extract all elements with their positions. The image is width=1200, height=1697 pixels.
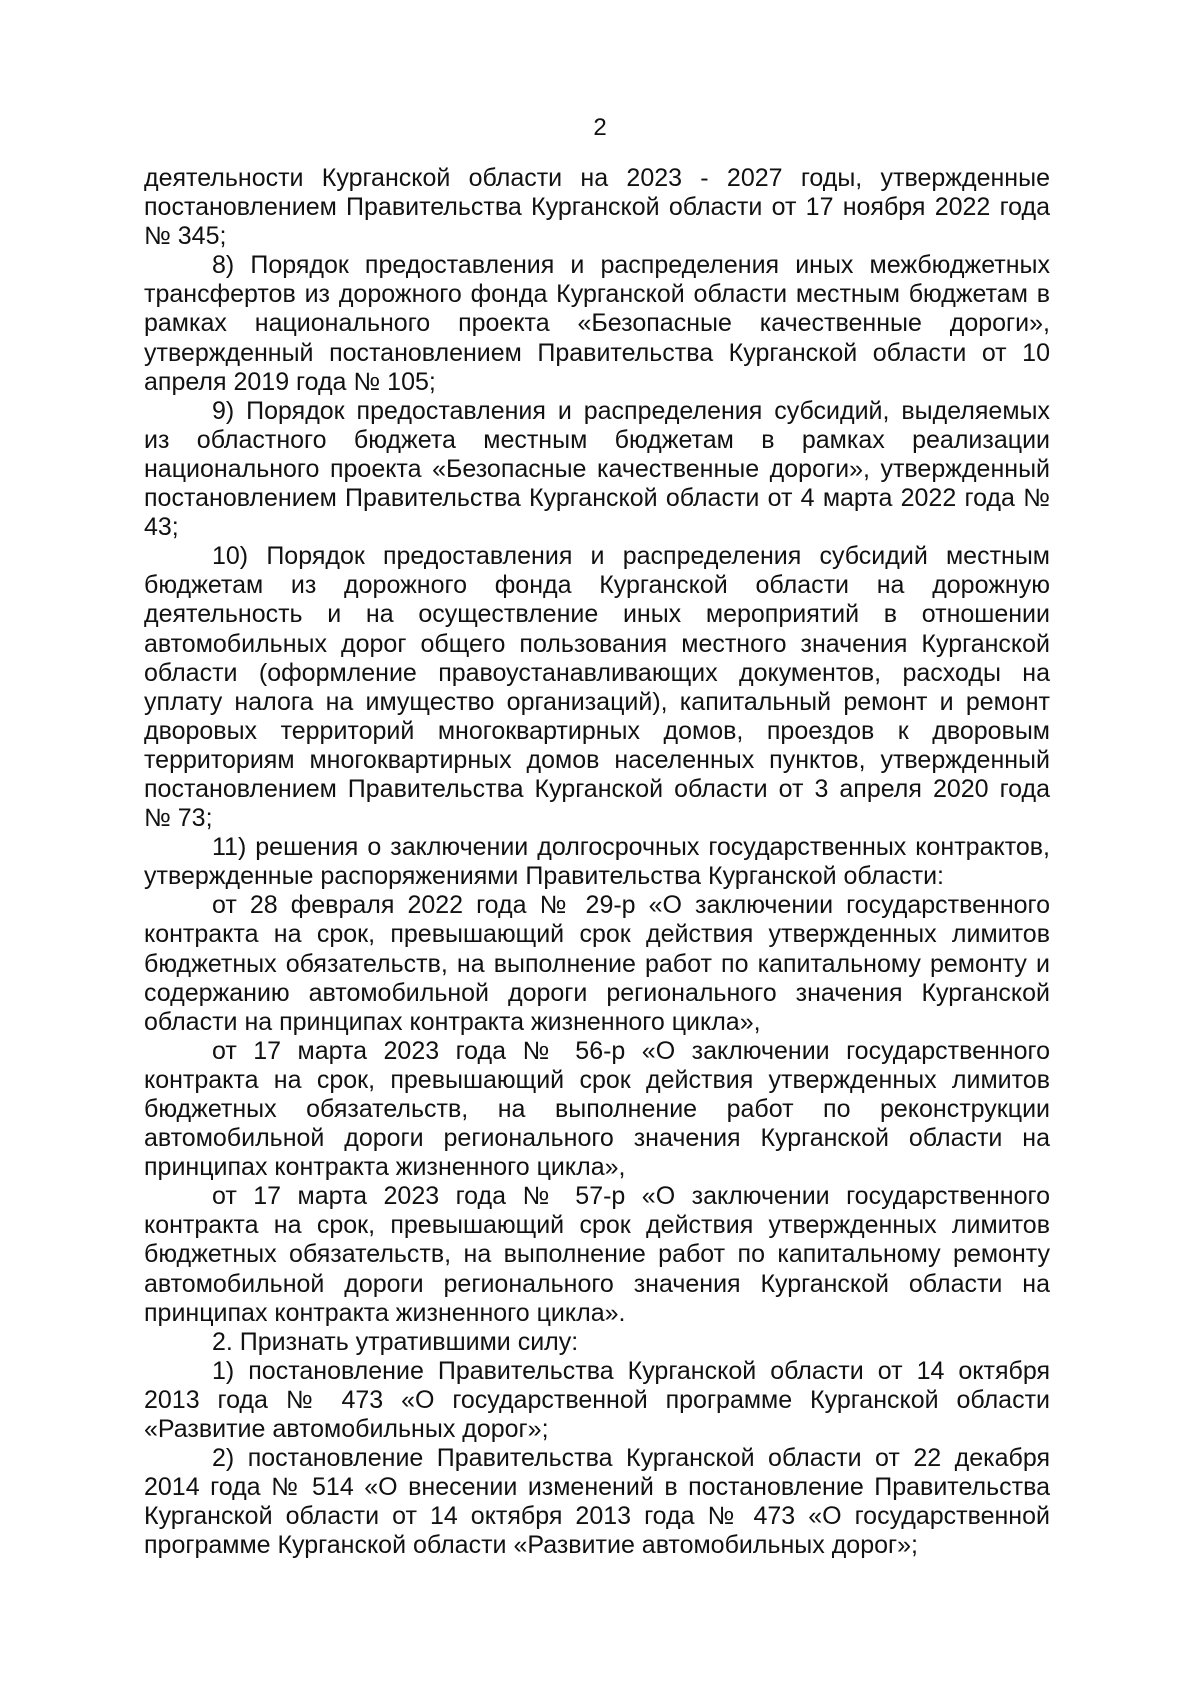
paragraph-repeal-2: 2) постановление Правительства Курганской области от 22 декабря 2014 года № 514 «О внесении изменений в постановление Правительства Курганской области от 14 октября 2013 года № 473 «О государственной программе Курганской области «Развитие автомобильных дорог»; (144, 1444, 1050, 1560)
paragraph-section-2: 2. Признать утратившими силу: (212, 1327, 579, 1356)
paragraph-decision-56r: от 17 марта 2023 года № 56-р «О заключении государственного контракта на срок, превышающий срок действия утвержденных лимитов бюджетных обязательств, на выполнение работ по реконструкции автомобильной дороги регионального значения Курганской области на принципах контракта жизненного цикла», (144, 1036, 1050, 1182)
paragraph-continuation: деятельности Курганской области на 2023 - 2027 годы, утвержденные постановлением Правительства Курганской области от 17 ноября 2022 года № 345; (144, 164, 1050, 251)
paragraph-item-11: 11) решения о заключении долгосрочных государственных контрактов, утвержденные распоряжениями Правительства Курганской области: (144, 833, 1050, 891)
paragraph-item-10: 10) Порядок предоставления и распределения субсидий местным бюджетам из дорожного фонда Курганской области на дорожную деятельность и на осуществление иных мероприятий в отношении автомобильных дорог общего пользования местного значения Курганской области (оформление правоустанавливающих документов, расходы на уплату налога на имущество организаций), капитальный ремонт и ремонт дворовых территорий многоквартирных домов, проездов к дворовым территориям многоквартирных домов населенных пунктов, утвержденный постановлением Правительства Курганской области от 3 апреля 2020 года № 73; (144, 542, 1050, 833)
paragraph-decision-29r: от 28 февраля 2022 года № 29-р «О заключении государственного контракта на срок, превышающий срок действия утвержденных лимитов бюджетных обязательств, на выполнение работ по капитальному ремонту и содержанию автомобильной дороги регионального значения Курганской области на принципах контракта жизненного цикла», (144, 891, 1050, 1036)
document-body (144, 164, 1050, 1561)
page-number: 2 (593, 114, 607, 141)
paragraph-item-9: 9) Порядок предоставления и распределения субсидий, выделяемых из областного бюджета местным бюджетам в рамках реализации национального проекта «Безопасные качественные дороги», утвержденный постановлением Правительства Курганской области от 4 марта 2022 года № 43; (144, 396, 1050, 542)
paragraph-item-8: 8) Порядок предоставления и распределения иных межбюджетных трансфертов из дорожного фонда Курганской области местным бюджетам в рамках национального проекта «Безопасные качественные дороги», утвержденный постановлением Правительства Курганской области от 10 апреля 2019 года № 105; (144, 251, 1050, 396)
paragraph-decision-57r: от 17 марта 2023 года № 57-р «О заключении государственного контракта на срок, превышающий срок действия утвержденных лимитов бюджетных обязательств, на выполнение работ по капитальному ремонту автомобильной дороги регионального значения Курганской области на принципах контракта жизненного цикла». (144, 1182, 1050, 1327)
paragraph-repeal-1: 1) постановление Правительства Курганской области от 14 октября 2013 года № 473 «О государственной программе Курганской области «Развитие автомобильных дорог»; (144, 1356, 1050, 1444)
